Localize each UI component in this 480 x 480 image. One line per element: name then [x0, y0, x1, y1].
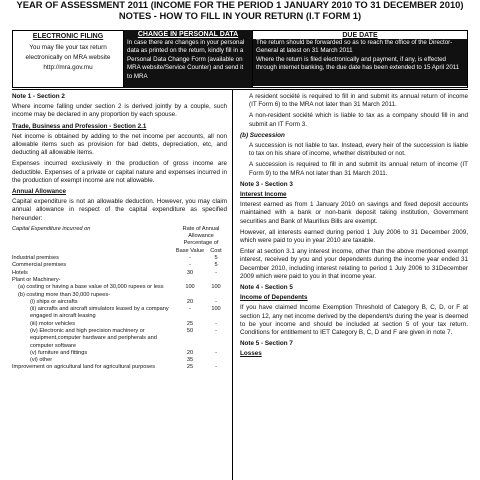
header-subtitle: NOTES - HOW TO FILL IN YOUR RETURN (I.T FORM 1)	[118, 9, 362, 21]
cost-cell: 5	[214, 255, 218, 262]
due-date-title: DUE DATE	[342, 32, 378, 39]
losses-heading: Losses	[240, 350, 262, 358]
cost-cell: -	[215, 328, 217, 334]
page-header	[0, 0, 480, 21]
cost-cell: -	[215, 349, 217, 356]
due-date-text-1: The return should be forwarded so as to reach the office of the Director-General at latest on 31 March 2011	[256, 39, 453, 55]
row-label: (ii) aircrafts and aircraft simulators leased by a company engaged in aircraft leasing	[30, 306, 169, 320]
cost-cell: -	[215, 298, 217, 305]
dependents-paragraph: If you have claimed Income Exemption Threshold of Category B, C, D, or F at section 12, any net income derived by the dependent/s during the year is deemed to be your income and should be included at section 5 of your tax return. Conditions for entitlement to IET Category B, C, D and F are given in note 7.	[240, 304, 468, 337]
column-divider	[232, 89, 233, 480]
base-value-cell: 50	[186, 328, 194, 334]
base-value-cell: 20	[186, 298, 194, 305]
cost-header: Cost	[210, 247, 222, 254]
societe-paragraph-1: A resident société is required to fill in and submit its annual return of income (IT Form 6) to the MRA not later than 31 March 2011.	[249, 93, 468, 109]
table-row	[12, 284, 227, 291]
note3-heading: Note 3 - Section 3	[240, 180, 293, 188]
row-label: Improvement on agricultural land for agricultural purposes	[12, 364, 156, 371]
base-value-cell: 100	[185, 284, 195, 291]
table-row	[12, 364, 227, 371]
trade-paragraph-2: Expenses incurred exclusively in the production of gross income are deductible. Expenses of a private or capital nature and expenses incurred in the production of exempt income are not allowable.	[12, 160, 227, 184]
interest-paragraph-3: Enter at section 3.1 any interest income, other than the above mentioned exempt interest, received by you and your dependents during the income year ended 31 December 2010, including interest relating to period 1 July 2006 to 31December 2009 which were paid to you in that income year.	[240, 248, 468, 280]
societe-paragraph-2: A non-resident société which is liable to tax as a company should fill in and submit an IT Form 3.	[249, 112, 468, 128]
row-label: Plant or Machinery-	[12, 276, 61, 283]
dependents-heading: Income of Dependents	[240, 294, 308, 302]
base-value-cell	[175, 292, 205, 299]
cost-cell: 100	[211, 306, 221, 313]
cost-cell	[205, 292, 227, 299]
succession-paragraph-2: A succession is required to fill in and submit its annual return of income (IT Form 9) to the MRA not later than 31 March 2011.	[249, 161, 468, 177]
base-value-cell: 35	[186, 357, 194, 364]
electronic-filing-text: You may file your tax return electronically on MRA website http://mra.gov.mu	[25, 44, 111, 71]
row-label: (iv) Electronic and high precision machinery or equipment,computer hardware and peripherals and computer software	[30, 328, 157, 349]
personal-data-title: CHANGE IN PERSONAL DATA	[137, 31, 239, 38]
table-row	[12, 299, 227, 306]
base-value-cell: 20	[186, 349, 194, 356]
trade-paragraph-1: Net income is obtained by adding to the net income per accounts, all non allowable items such as provision for bad debts, depreciation, etc, and deducting all allowable items.	[12, 132, 227, 157]
row-label: Industrial premises	[12, 255, 59, 262]
table-row	[12, 292, 227, 299]
right-column	[240, 91, 468, 359]
rate-header: Rate of Annual Allowance Percentage of	[182, 225, 220, 247]
row-label: Hotels	[12, 269, 28, 276]
table-row	[12, 321, 227, 328]
cost-cell: -	[215, 320, 217, 327]
row-label: (a) costing or having a base value of 30,000 rupees or less	[18, 284, 164, 291]
succession-paragraph-1: A succession is not liable to tax. Instead, every heir of the succession is liable to tax on his share of income, whether distributed or not.	[249, 142, 468, 158]
allowance-table-header	[12, 226, 227, 248]
electronic-filing-box	[12, 30, 124, 88]
cost-cell	[205, 357, 227, 364]
row-label: (v) furniture and fittings	[30, 349, 88, 356]
table-row	[12, 306, 227, 321]
cost-cell: -	[215, 364, 217, 371]
left-column	[12, 91, 227, 372]
base-value-cell	[175, 277, 205, 284]
interest-paragraph-1: Interest earned as from 1 January 2010 on savings and fixed deposit accounts maintained with a bank or non-bank deposit taking institution, Government securities and Bank of Mauritius Bills are exempt.	[240, 201, 468, 225]
row-label: (i) ships or aircrafts	[30, 298, 78, 305]
section-divider	[12, 89, 468, 90]
cost-cell	[205, 277, 227, 284]
row-label: (vi) other	[30, 357, 53, 364]
cost-cell: -	[215, 269, 217, 276]
table-row	[12, 350, 227, 357]
cost-cell: 100	[211, 284, 221, 291]
base-value-header: Base Value	[175, 247, 205, 254]
allowance-table	[12, 255, 227, 372]
trade-heading: Trade, Business and Profession - Section 2.1	[12, 122, 147, 130]
note5-heading: Note 5 - Section 7	[240, 340, 293, 348]
base-value-cell: -	[189, 306, 191, 313]
note4-heading: Note 4 - Section 5	[240, 284, 293, 292]
base-value-cell: 25	[186, 364, 194, 371]
annual-allowance-paragraph: Capital expenditure is not an allowable deduction. However, you may claim annual allowance in respect of the capital expenditure as specified hereunder:	[12, 198, 227, 222]
table-row	[12, 277, 227, 284]
due-date-box	[252, 30, 468, 88]
interest-paragraph-2: However, all interests earned during period 1 July 2006 to 31 December 2009, which were paid to you in year 2010 are taxable.	[240, 228, 468, 245]
personal-data-text: In case there are changes in your personal data as printed on the return, kindly fill in a Personal Data Change Form (available on MRA website/Service Counter) and send it to MRA	[127, 39, 245, 80]
annual-allowance-heading: Annual Allowance	[12, 188, 66, 196]
due-date-text-2: Where the return is filed electronically and payment, if any, is effected through internet banking, the due date has been extended to 15 April 2011	[256, 55, 460, 72]
personal-data-box	[124, 30, 252, 88]
allowance-subheader	[12, 248, 227, 255]
cost-cell: 5	[214, 262, 218, 269]
capital-expenditure-header: Capital Expenditure incurred on	[12, 225, 91, 232]
table-row	[12, 255, 227, 262]
due-date-text	[253, 39, 467, 86]
row-label: (iii) motor vehicles	[30, 320, 76, 327]
interest-heading: Interest Income	[240, 191, 287, 199]
header-title: YEAR OF ASSESSMENT 2011 (INCOME FOR THE PERIOD 1 JANUARY 2010 TO 31 DECEMBER 2010)	[16, 0, 464, 10]
table-row	[12, 270, 227, 277]
note1-heading: Note 1 - Section 2	[12, 93, 65, 100]
info-boxes	[12, 30, 468, 88]
succession-heading: (b) Succession	[240, 131, 285, 139]
table-row	[12, 328, 227, 350]
base-value-cell: -	[189, 262, 191, 269]
electronic-filing-title: ELECTRONIC FILING	[32, 33, 104, 40]
base-value-cell: -	[189, 255, 191, 262]
note1-paragraph: Where income falling under section 2 is derived jointly by a couple, such income may be declared in any proportion by each spouse.	[12, 103, 227, 119]
table-row	[12, 357, 227, 364]
base-value-cell: 30	[186, 269, 194, 276]
row-label: Commercial premises	[12, 262, 67, 269]
table-row	[12, 262, 227, 269]
row-label: (b) costing more than 30,000 rupees-	[18, 291, 111, 298]
base-value-cell: 25	[186, 320, 194, 327]
